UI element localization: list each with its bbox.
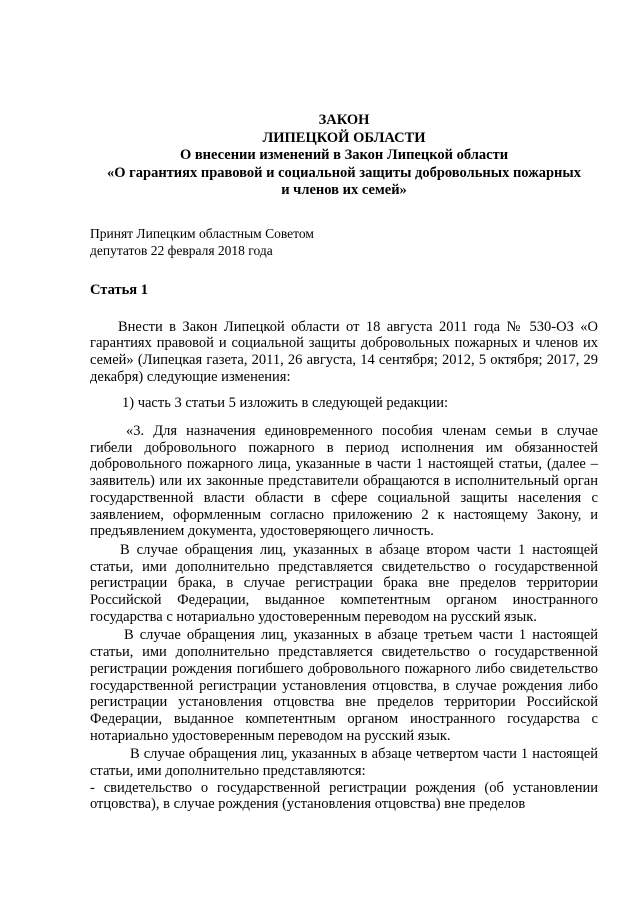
- adoption-line2: депутатов 22 февраля 2018 года: [90, 243, 273, 258]
- law-title-line1: О внесении изменений в Закон Липецкой области: [179, 147, 509, 163]
- doc-type-heading: ЗАКОН: [318, 112, 370, 128]
- dash-list-item: - свидетельство о государственной регистрации рождения (об установлении отцовства), в случае рождения (установления отцовства) вне пределов: [90, 779, 598, 813]
- paragraph-abz4: В случае обращения лиц, указанных в абзаце четвертом части 1 настоящей статьи, ими дополнительно представляются:: [90, 746, 598, 780]
- part-3-quote-paragraph: «3. Для назначения единовременного пособия членам семьи в случае гибели добровольного пожарного в период исполнения им обязанностей добровольного пожарного лица, указанные в части 1 настоящей статьи, (далее – заявитель) или их законные представители обращаются в исполнительный орган государственной власти области в сфере социальной защиты населения с заявлением, оформленным согласно приложению 2 к настоящему Закону, и предъявлением документа, удостоверяющего личность.: [90, 423, 598, 540]
- region-heading: ЛИПЕЦКОЙ ОБЛАСТИ: [262, 129, 426, 146]
- article-heading: Статья 1: [90, 281, 148, 298]
- law-title-line3: и членов их семей»: [281, 182, 407, 198]
- paragraph-abz2: В случае обращения лиц, указанных в абзаце втором части 1 настоящей статьи, ими дополнительно представляется свидетельство о государственной регистрации брака, в случае регистрации брака вне пределов территории Российской Федерации, выданное компетентным органом иностранного государства с нотариально удостоверенным переводом на русский язык.: [90, 541, 598, 625]
- adoption-note: [90, 225, 598, 260]
- paragraph-abz3: В случае обращения лиц, указанных в абзаце третьем части 1 настоящей статьи, ими дополнительно представляется свидетельство о государственной регистрации рождения погибшего добровольного пожарного либо свидетельство государственной регистрации установления отцовства, в случае рождения либо регистрации установления отцовства вне пределов территории Российской Федерации, выданное компетентным органом иностранного государства с нотариально удостоверенным переводом на русский язык.: [90, 627, 598, 744]
- adoption-line1: Принят Липецким областным Советом: [90, 225, 314, 241]
- item-1-paragraph: 1) часть 3 статьи 5 изложить в следующей редакции:: [122, 395, 448, 412]
- document-page: [90, 0, 598, 813]
- intro-paragraph: Внести в Закон Липецкой области от 18 августа 2011 года № 530-ОЗ «О гарантиях правовой и социальной защиты добровольных пожарных и членов их семей» (Липецкая газета, 2011, 26 августа, 14 сентября; 2012, 5 октября; 2017, 29 декабря) следующие изменения:: [90, 318, 598, 385]
- law-title-line2: «О гарантиях правовой и социальной защиты добровольных пожарных: [107, 164, 581, 181]
